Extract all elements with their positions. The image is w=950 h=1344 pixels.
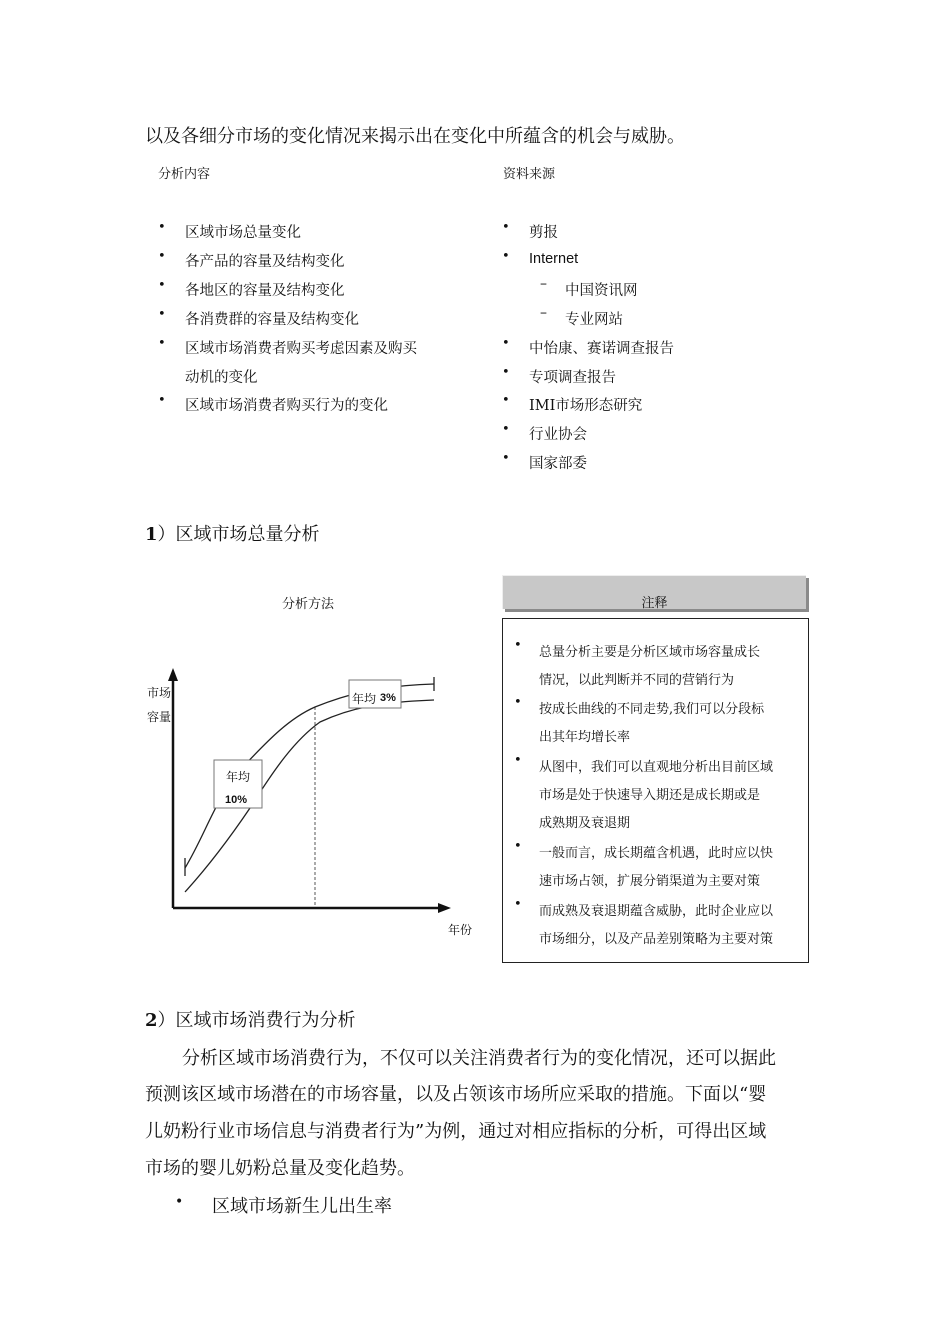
bullet-icon: • [502, 336, 510, 351]
x-axis-label: 年份 [448, 923, 473, 937]
list-item: 各地区的容量及结构变化 [185, 283, 345, 299]
list-item: 中怡康、赛诺调查报告 [529, 341, 674, 357]
note-line: 市场是处于快速导入期还是成长期或是 [539, 788, 761, 803]
list-item: Internet [529, 251, 579, 267]
note-line: 从图中，我们可以直观地分析出目前区域 [539, 760, 774, 775]
bullet-icon: • [502, 220, 510, 235]
callout-low-label: 年均 [226, 770, 251, 784]
list-item: 行业协会 [529, 427, 587, 443]
y-axis-arrow-icon [168, 668, 178, 681]
note-line: 速市场占领，扩展分销渠道为主要对策 [539, 874, 761, 889]
bullet-icon: • [502, 451, 510, 466]
section2-title: ）区域市场消费行为分析 [157, 1010, 356, 1031]
bullet-icon: • [158, 307, 166, 322]
bullet-icon: • [158, 393, 166, 408]
notes-header [502, 575, 806, 609]
bullet-icon: • [502, 249, 510, 264]
list-item: 区域市场消费者购买考虑因素及购买 [185, 341, 417, 357]
list-subitem: 中国资讯网 [565, 283, 638, 299]
bullet-icon: • [158, 249, 166, 264]
bullet-icon: • [514, 638, 522, 653]
list-subitem: 专业网站 [565, 312, 623, 328]
note-line: 情况，以此判断并不同的营销行为 [539, 673, 735, 688]
analysis-content-header: 分析内容 [158, 167, 211, 182]
notes-title: 注释 [641, 596, 668, 611]
paragraph-line: 预测该区域市场潜在的市场容量，以及占领该市场所应采取的措施。下面以“婴 [145, 1084, 767, 1105]
list-item: 剪报 [529, 225, 558, 241]
paragraph-line: 分析区域市场消费行为，不仅可以关注消费者行为的变化情况，还可以据此 [182, 1048, 776, 1069]
bullet-icon: • [514, 839, 522, 854]
paragraph-line: 市场的婴儿奶粉总量及变化趋势。 [145, 1158, 415, 1179]
callout-high-label: 年均 [352, 692, 377, 706]
section2-number: 2 [145, 1010, 158, 1031]
bullet-icon: • [502, 393, 510, 408]
bullet-icon: • [175, 1194, 184, 1210]
note-line: 总量分析主要是分析区域市场容量成长 [539, 645, 761, 660]
note-line: 市场细分，以及产品差别策略为主要对策 [539, 932, 774, 947]
y-axis-label-line2: 容量 [147, 710, 172, 724]
intro-line: 以及各细分市场的变化情况来揭示出在变化中所蕴含的机会与威胁。 [145, 126, 685, 147]
note-line: 成熟期及衰退期 [539, 816, 631, 831]
data-sources-header: 资料来源 [503, 167, 556, 182]
list-item: 国家部委 [529, 456, 587, 472]
section1-title: ）区域市场总量分析 [157, 524, 320, 545]
list-item: 动机的变化 [185, 370, 258, 386]
list-item: 专项调查报告 [529, 370, 616, 386]
note-line: 按成长曲线的不同走势,我们可以分段标 [539, 702, 765, 717]
list-item: 区域市场消费者购买行为的变化 [185, 398, 388, 414]
bullet-icon: • [158, 220, 166, 235]
list-item: IMI市场形态研究 [529, 398, 643, 414]
section1-number: 1 [145, 524, 158, 545]
callout-high-value: 3% [380, 692, 396, 704]
bullet-icon: • [514, 695, 522, 710]
section2-bullet: 区域市场新生儿出生率 [212, 1196, 392, 1217]
note-line: 出其年均增长率 [539, 730, 631, 745]
bullet-icon: • [158, 278, 166, 293]
paragraph-line: 儿奶粉行业市场信息与消费者行为”为例，通过对相应指标的分析，可得出区域 [145, 1121, 767, 1142]
y-axis-label-line1: 市场 [147, 686, 172, 700]
x-axis-arrow-icon [438, 903, 451, 913]
list-item: 各消费群的容量及结构变化 [185, 312, 359, 328]
bullet-icon: • [158, 336, 166, 351]
bullet-icon: • [502, 365, 510, 380]
list-item: 区域市场总量变化 [185, 225, 301, 241]
list-item: 各产品的容量及结构变化 [185, 254, 345, 270]
note-line: 而成熟及衰退期蕴含威胁，此时企业应以 [539, 904, 774, 919]
bullet-icon: • [514, 897, 522, 912]
dash-icon: – [540, 305, 547, 321]
dash-icon: – [540, 276, 547, 292]
note-line: 一般而言，成长期蕴含机遇，此时应以快 [539, 846, 774, 861]
method-title: 分析方法 [282, 597, 335, 612]
bullet-icon: • [502, 422, 510, 437]
callout-low-value: 10% [225, 794, 248, 806]
section2-heading [145, 1006, 356, 1032]
bullet-icon: • [514, 753, 522, 768]
